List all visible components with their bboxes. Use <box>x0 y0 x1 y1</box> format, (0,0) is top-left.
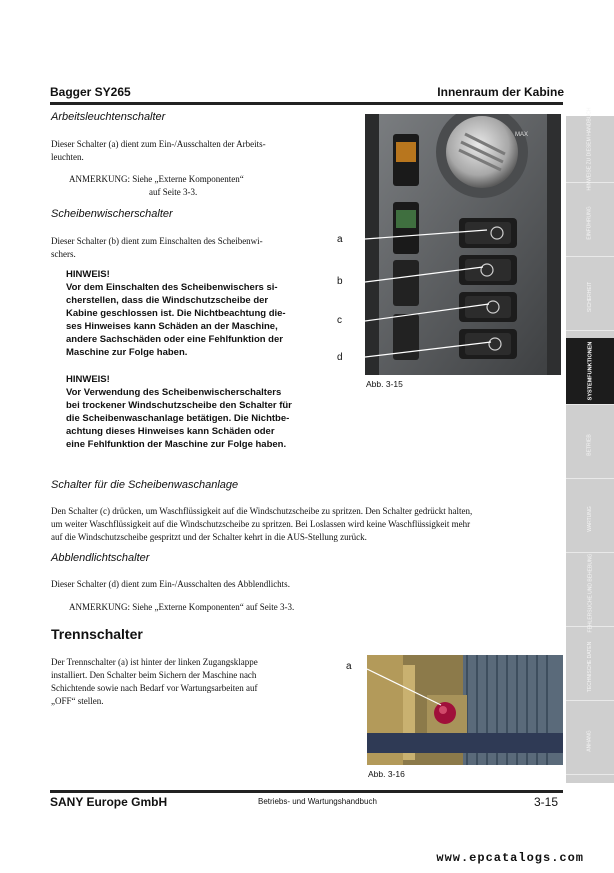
dial-max-label: MAX <box>515 132 529 138</box>
hint2-line5: eine Fehlfunktion der Maschine zur Folge haben. <box>66 439 287 450</box>
footer-manual-title: Betriebs- und Wartungshandbuch <box>258 797 377 806</box>
figure-disconnect-switch-photo <box>367 655 563 765</box>
sec2-line1: Dieser Schalter (b) dient zum Einschalten des Scheibenwi- <box>51 236 263 246</box>
sec3-line1: Den Schalter (c) drücken, um Waschflüssigkeit auf die Windschutzscheibe zu spritzen. Den Schalter gedrückt halten, <box>51 506 473 516</box>
hint2-line1: Vor Verwendung des Scheibenwischerschalters <box>66 387 282 398</box>
sec5-line3: Schichtende sowie nach Bedarf vor Wartungsarbeiten auf <box>51 683 258 693</box>
figure-switch-panel-photo <box>365 114 561 375</box>
sec4-note: ANMERKUNG: Siehe „Externe Komponenten“ auf Seite 3-3. <box>69 602 295 612</box>
tab-technische-daten[interactable]: TECHNISCHE DATEN <box>566 634 614 701</box>
hint1-line3: Kabine geschlossen ist. Die Nichtbeachtung die- <box>66 308 286 319</box>
section-title-abblendlichtschalter: Abblendlichtschalter <box>51 552 150 564</box>
section-title-scheibenwaschanlage: Schalter für die Scheibenwaschanlage <box>51 479 239 491</box>
sec4-line1: Dieser Schalter (d) dient zum Ein-/Ausschalten des Abblendlichts. <box>51 579 290 589</box>
figure1-label-b: b <box>337 276 343 287</box>
section-title-trennschalter: Trennschalter <box>51 626 143 642</box>
footer-page-number: 3-15 <box>534 795 559 809</box>
tab-betrieb[interactable]: BETRIEB <box>566 412 614 479</box>
figure1-label-d: d <box>337 352 343 363</box>
hint1-line4: ses Hinweises kann Schäden an der Maschine, <box>66 321 278 332</box>
hint1-line6: Maschine zur Folge haben. <box>66 347 188 358</box>
header-rule <box>50 102 563 105</box>
hint1-line5: andere Sachschäden oder eine Fehlfunktion der <box>66 334 283 345</box>
section-title-arbeitsleuchtenschalter: Arbeitsleuchtenschalter <box>51 111 166 123</box>
sec1-note-line1: ANMERKUNG: Siehe „Externe Komponenten“ <box>69 174 244 184</box>
header-title-left: Bagger SY265 <box>50 85 131 99</box>
tab-hinweise[interactable]: HINWEISE ZU DIESEM HANDBUCH <box>566 116 614 183</box>
disconnect-switch-illustration <box>367 655 563 765</box>
tab-wartung[interactable]: WARTUNG <box>566 486 614 553</box>
sec5-line1: Der Trennschalter (a) ist hinter der linken Zugangsklappe <box>51 657 258 667</box>
tab-fehlersuche[interactable]: FEHLERSUCHE UND BEHEBUNG <box>566 560 614 627</box>
sec5-line4: „OFF“ stellen. <box>51 696 104 706</box>
switch-panel-illustration <box>365 114 561 375</box>
sec2-line2: schers. <box>51 249 76 259</box>
sec1-note-line2: auf Seite 3-3. <box>149 187 198 197</box>
figure1-caption: Abb. 3-15 <box>366 379 403 389</box>
sec3-line3: auf die Windschutzscheibe gespritzt und der Schalter kehrt in die AUS-Stellung zurück. <box>51 532 367 542</box>
hint2-line3: die Scheibenwaschanlage betätigen. Die Nichtbe- <box>66 413 290 424</box>
hint1-title: HINWEIS! <box>66 269 110 280</box>
footer-company: SANY Europe GmbH <box>50 795 168 809</box>
chapter-tab-index <box>566 107 614 783</box>
sec1-line1: Dieser Schalter (a) dient zum Ein-/Ausschalten der Arbeits- <box>51 139 266 149</box>
figure1-label-a: a <box>337 234 343 245</box>
tab-sicherheit[interactable]: SICHERHEIT <box>566 264 614 331</box>
hint1-line2: cherstellen, dass die Windschutzscheibe der <box>66 295 269 306</box>
hint1-block <box>66 268 316 359</box>
hint1-line1: Vor dem Einschalten des Scheibenwischers si- <box>66 282 278 293</box>
figure1-label-c: c <box>337 315 342 326</box>
sec1-line2: leuchten. <box>51 152 84 162</box>
hint2-title: HINWEIS! <box>66 374 110 385</box>
sec5-line2: installiert. Den Schalter beim Sichern der Maschine nach <box>51 670 257 680</box>
tab-systemfunktionen[interactable]: SYSTEMFUNKTIONEN <box>566 338 614 405</box>
figure2-label-a: a <box>346 661 352 672</box>
hint2-line4: achtung dieses Hinweises kann Schäden oder <box>66 426 275 437</box>
footer-rule <box>50 790 563 793</box>
sec3-line2: um weiter Waschflüssigkeit auf die Windschutzscheibe zu spritzen. Bei Loslassen wird keine Waschflüssigkeit mehr <box>51 519 471 529</box>
header-title-right: Innenraum der Kabine <box>437 85 564 99</box>
hint2-block <box>66 373 316 451</box>
tab-einfuehrung[interactable]: EINFÜHRUNG <box>566 190 614 257</box>
section-title-scheibenwischerschalter: Scheibenwischerschalter <box>51 208 173 220</box>
figure2-caption: Abb. 3-16 <box>368 769 405 779</box>
hint2-line2: bei trockener Windschutzscheibe den Schalter für <box>66 400 292 411</box>
tab-anhang[interactable]: ANHANG <box>566 708 614 775</box>
watermark: www.epcatalogs.com <box>436 851 584 865</box>
